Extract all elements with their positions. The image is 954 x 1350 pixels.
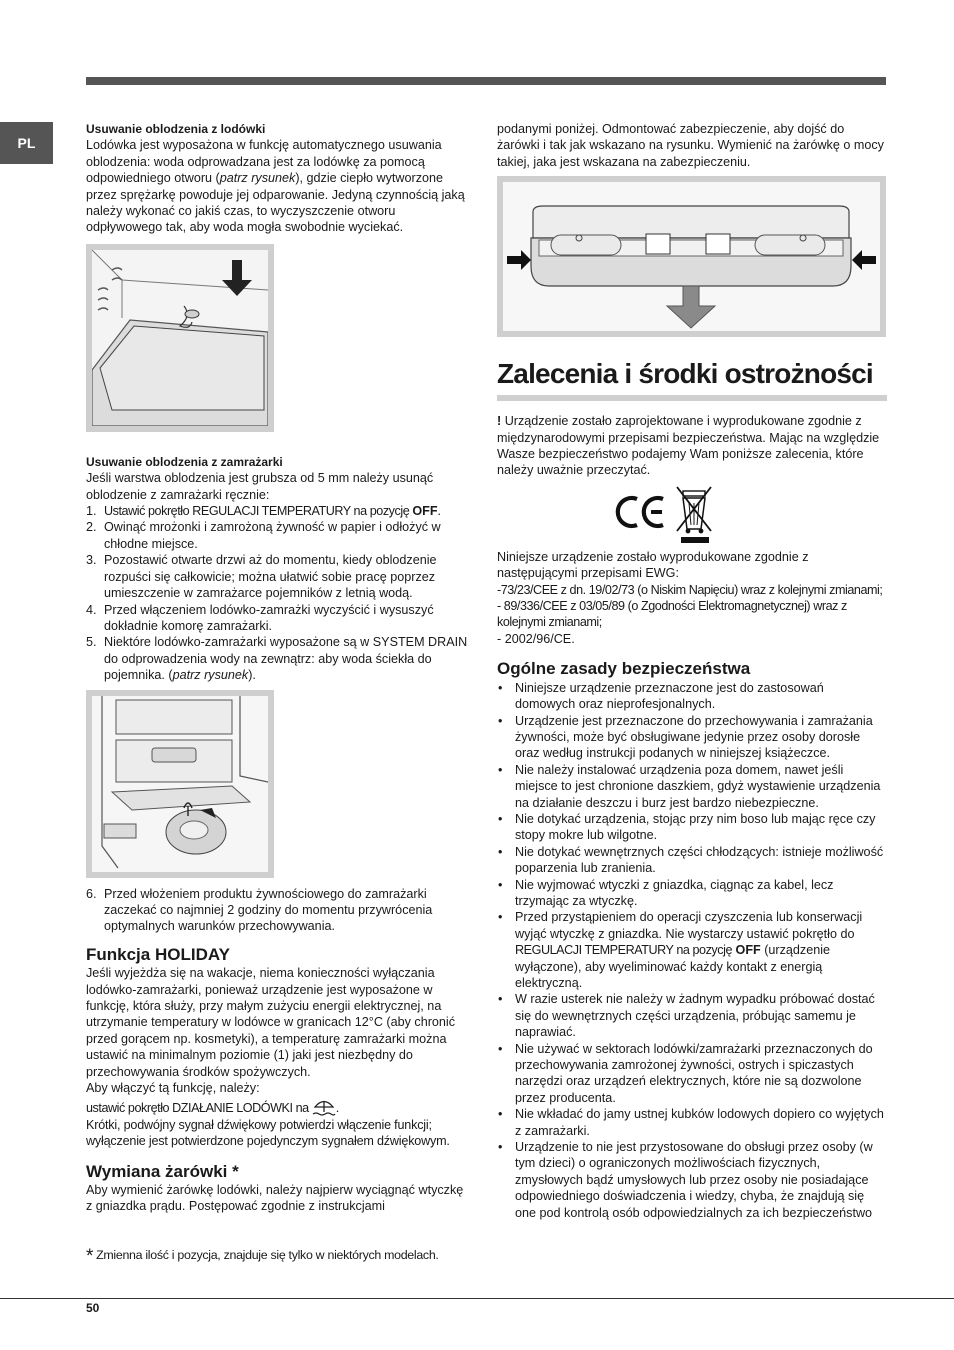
holiday-text: Jeśli wyjeżdża się na wakacje, niema konieczności wyłączania lodówko-zamrażarki, ponieważ urządzenie jest wyposażone w funkcję, która służy, przy małym zużyciu energii elektrycznej, na utrzymanie temperatury w lodówce w granicach 12°C (aby chronić przed gorącem np. kosmetyki), a temperaturę zamrażarki można ustawić na minimalnym poziomie (1) jaki jest niezbędny do przechowywania środków spożywczych. <box>86 966 456 1079</box>
light-cover-illustration <box>497 176 886 337</box>
ce-mark-icon <box>618 498 663 526</box>
defrost-freezer-heading: Usuwanie oblodzenia z zamrażarki <box>86 454 283 469</box>
holiday-knob-end: . <box>335 1101 340 1116</box>
list-item: • Urządzenie jest przeznaczone do przechowywania i zamrażania żywności, może być obsługiwane jedynie przez osoby dorosłe oraz według instrukcji podanych w niniejszej książeczce. <box>497 713 887 762</box>
list-item <box>86 552 472 601</box>
step-text: Owinąć mrożonki i zamrożoną żywność w papier i odłożyć w chłodne miejsce. <box>104 520 441 551</box>
step-number: 5. <box>86 635 97 650</box>
holiday-knob-label: ustawić pokrętło DZIAŁANIE LODÓWKI na <box>86 1101 309 1116</box>
step-text: Ustawić pokrętło REGULACJI TEMPERATURY na pozycję <box>104 504 413 519</box>
step-number: 2. <box>86 520 97 535</box>
directive-emc: - 89/336/CEE z 03/05/89 (o Zgodności Elektromagnetycznej) wraz z kolejnymi zmianami; <box>497 599 847 630</box>
directive-weee: - 2002/96/CE. <box>497 631 575 646</box>
compliance-symbols <box>497 485 887 547</box>
list-item: • Nie używać w sektorach lodówki/zamrażarki przeznaczonych do przechowywania zamrożonej żywności, ostrych i spiczastych narzędzi oraz urządzeń elektrycznych, które nie są dozwolone przez producenta. <box>497 1041 887 1107</box>
defrost-fridge-text <box>86 137 472 235</box>
crossed-bin-icon <box>677 487 711 543</box>
fridge-interior-drawing <box>92 250 268 426</box>
list-item: • Nie wyjmować wtyczki z gniazdka, ciągnąc za kabel, lecz trzymając za wtyczkę. <box>497 877 887 910</box>
directive-low-voltage: -73/23/CEE z dn. 19/02/73 (o Niskim Napięciu) wraz z kolejnymi zmianami; <box>497 582 883 597</box>
bulb-continued-text: podanymi poniżej. Odmontować zabezpieczenie, aby dojść do żarówki i tak jak wskazano na rysunku. Wymienić na żarówkę o mocy takiej, jaka jest wskazana na zabezpieczeniu. <box>497 122 884 169</box>
list-item <box>86 519 472 552</box>
light-cover-drawing <box>503 182 880 331</box>
list-item: • Nie dotykać wewnętrznych części chłodzących: istnieje możliwość poparzenia lub zranienia. <box>497 844 887 877</box>
general-safety-heading: Ogólne zasady bezpieczeństwa <box>497 659 751 679</box>
warning-mark: ! <box>497 414 502 429</box>
list-item <box>86 602 472 635</box>
safety-intro-text: Urządzenie zostało zaprojektowane i wyprodukowane zgodnie z międzynarodowymi przepisami bezpieczeństwa. Mając na względzie Wasze bezpieczeństwo podajemy Wam poniższe zalecenia, które należy uważnie przeczytać. <box>497 414 880 478</box>
step-number: 6. <box>86 886 97 901</box>
off-label: OFF <box>412 504 438 519</box>
list-item <box>86 886 472 935</box>
step-text: Niektóre lodówko-zamrażarki wyposażone są w SYSTEM DRAIN do odprowadzenia wody na zewnątrz: aby woda ściekła do pojemnika. ( <box>104 635 468 683</box>
step-text-end: ). <box>248 668 256 683</box>
defrost-fridge-text-a: Lodówka jest wyposażona w funkcję automatycznego usuwania oblodzenia: woda odprowadzana jest za lodówkę za pomocą odpowiedniego otworu ( <box>86 138 442 186</box>
see-figure-ref: patrz rysunek <box>219 171 296 186</box>
top-bar <box>86 77 886 85</box>
bullet-text-condensed: REGULACJI TEMPERATURY na pozycję <box>515 943 733 958</box>
list-item: • Nie należy instalować urządzenia poza domem, nawet jeśli miejsce to jest chronione daszkiem, gdyż wystawienie urządzenia na działanie deszczu i burz jest bardzo niebezpieczne. <box>497 762 887 811</box>
step-text: Przed włączeniem lodówko-zamrażki wyczyścić i wysuszyć dokładnie komorę zamrażarki. <box>104 602 434 633</box>
list-item: • Urządzenie to nie jest przystosowane do obsługi przez osoby (w tym dzieci) o ograniczonych możliwościach fizycznych, zmysłowych bądź umysłowych lub przez osoby nie posiadające odpowiedniego doświadczenia i wiedzy, chyba, że znajdują się one pod kontrolą osób odpowiedzialnych za ich bezpieczeństwo <box>497 1139 887 1221</box>
see-figure-ref: patrz rysunek <box>172 668 249 683</box>
list-item <box>86 634 472 683</box>
bullet-text: Przed przystąpieniem do operacji czyszczenia lub konserwacji wyjąć wtyczkę z gniazdka. Nie wystarczy ustawić pokrętło do <box>515 910 863 941</box>
footnote <box>86 1246 439 1268</box>
footnote-text: Zmienna ilość i pozycja, znajduje się tylko w niektórych modelach. <box>96 1248 439 1262</box>
ce-weee-marks <box>607 485 727 547</box>
holiday-enable-text: Aby włączyć tą funkcję, należy: <box>86 1081 260 1095</box>
step-number: 1. <box>86 504 97 519</box>
language-tab: PL <box>0 122 53 164</box>
defrost-steps-list <box>86 503 472 683</box>
step-number: 3. <box>86 553 97 568</box>
directives-intro: Niniejsze urządzenie zostało wyprodukowane zgodnie z następującymi przepisami EWG: <box>497 549 809 581</box>
list-item: • W razie usterek nie należy w żadnym wypadku próbować dostać się do wewnętrznych części urządzenia, próbując samemu je naprawiać. <box>497 991 887 1040</box>
page-number: 50 <box>86 1301 100 1315</box>
bulb-heading: Wymiana żarówki * <box>86 1161 239 1181</box>
defrost-fridge-text-b: ), gdzie ciepło wytworzone przez sprężarkę powoduje jej odparowanie. Jedyną czynnością jaką należy wykonać co jakiś czas, to wyczyszczenie otworu odpływowego tak, aby woda mogła swobodnie wyciekać. <box>86 171 465 235</box>
left-column <box>86 121 472 1215</box>
footnote-star: * <box>86 1246 94 1267</box>
holiday-heading: Funkcja HOLIDAY <box>86 944 230 964</box>
step-text: Przed włożeniem produktu żywnościowego do zamrażarki zaczekać co najmniej 2 godziny do momentu przywrócenia optymalnych warunków przechowywania. <box>104 886 433 934</box>
bullet-text-end: (urządzenie wyłączone), aby wyeliminować każdy kontakt z energią elektryczną. <box>515 943 831 990</box>
defrost-fridge-heading: Usuwanie oblodzenia z lodówki <box>86 122 266 136</box>
defrost-steps-list-cont <box>86 886 472 935</box>
step-end: . <box>437 504 442 519</box>
footer-rule <box>0 1298 954 1299</box>
defrost-freezer-intro: Jeśli warstwa oblodzenia jest grubsza od 5 mm należy usunąć oblodzenie z zamrażarki ręcznie: <box>86 471 434 502</box>
list-item: • Nie dotykać urządzenia, stojąc przy nim boso lub mając ręce czy stopy mokre lub wilgotne. <box>497 811 887 844</box>
holiday-knob-text <box>86 1098 472 1116</box>
bulb-text: Aby wymienić żarówkę lodówki, należy najpierw wyciągnąć wtyczkę z gniazdka prądu. Postępować zgodnie z instrukcjami <box>86 1183 464 1214</box>
step-number: 4. <box>86 602 97 617</box>
beach-umbrella-icon <box>312 1098 336 1116</box>
step-text: Pozostawić otwarte drzwi aż do momentu, kiedy oblodzenie rozpuści się całkowicie; można ułatwić sobie pracę poprzez umieszczenie w zamrażarce pojemników z letnią wodą. <box>104 553 437 601</box>
safety-intro <box>497 413 887 479</box>
list-item: • Niniejsze urządzenie przeznaczone jest do zastosowań domowych oraz nieprofesjonalnych. <box>497 680 887 713</box>
list-item <box>497 909 887 991</box>
page-title: Zalecenia i środki ostrożności <box>497 357 887 401</box>
off-label: OFF <box>735 943 761 958</box>
drain-container-drawing <box>92 696 268 872</box>
list-item <box>86 503 472 519</box>
right-column <box>497 121 887 1221</box>
drain-hole-illustration <box>86 244 274 432</box>
holiday-confirm-text: Krótki, podwójny sygnał dźwiękowy potwierdzi włączenie funkcji; wyłączenie jest potwierdzone pojedynczym sygnałem dźwiękowym. <box>86 1117 450 1149</box>
list-item: • Nie wkładać do jamy ustnej kubków lodowych dopiero co wyjętych z zamrażarki. <box>497 1106 887 1139</box>
system-drain-illustration <box>86 690 274 878</box>
safety-bullets <box>497 680 887 1221</box>
